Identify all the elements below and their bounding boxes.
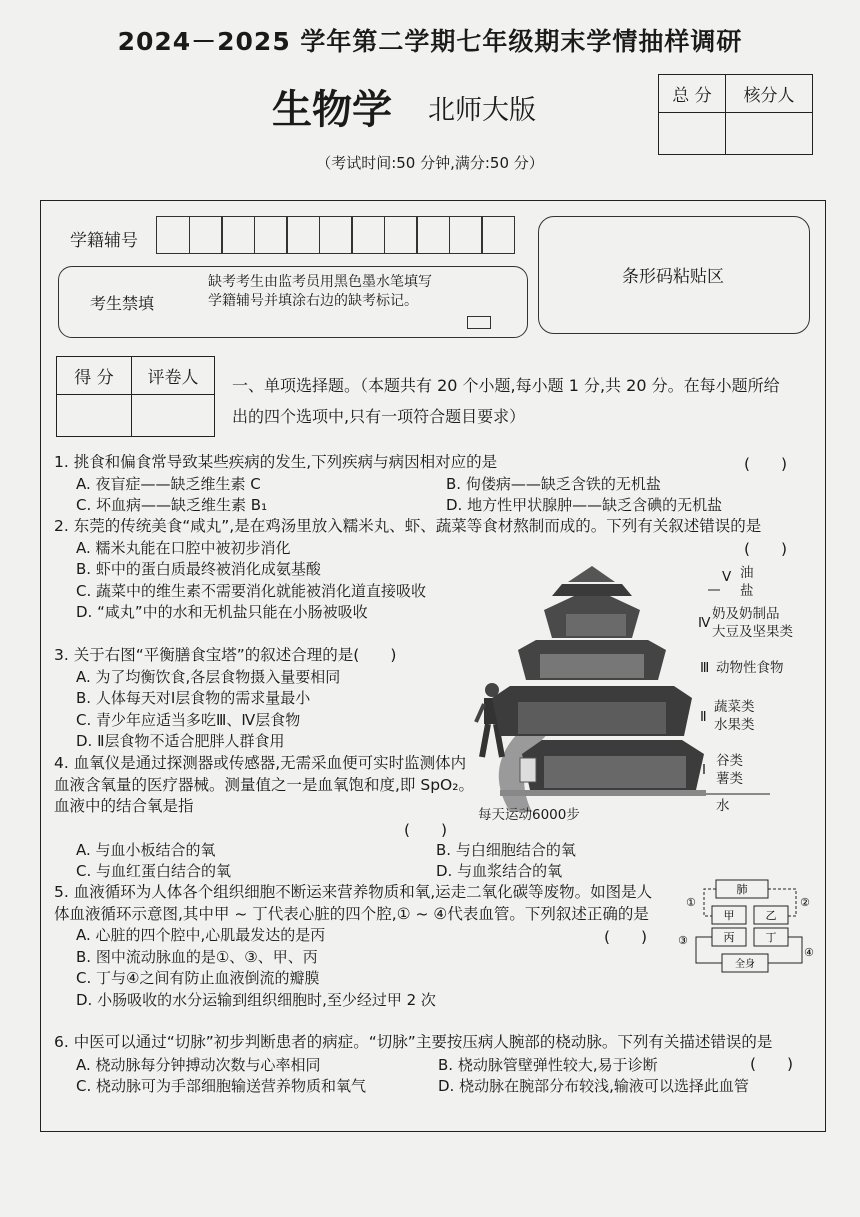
option-c[interactable]: C. 丁与④之间有防止血液倒流的瓣膜 bbox=[76, 969, 320, 988]
circulation-diagram bbox=[676, 876, 816, 976]
pyramid-level-2-label: 蔬菜类 水果类 bbox=[714, 699, 755, 733]
section-grader-cell[interactable] bbox=[132, 395, 215, 437]
absent-instructions: 缺考考生由监考员用黑色墨水笔填写学籍辅号并填涂右边的缺考标记。 bbox=[208, 274, 432, 309]
id-digit-box[interactable] bbox=[319, 216, 353, 254]
option-c[interactable]: C. 青少年应适当多吃Ⅲ、Ⅳ层食物 bbox=[76, 710, 301, 729]
pyramid-level-5-label: 油 盐 bbox=[740, 565, 754, 599]
body-label: 全身 bbox=[735, 959, 755, 970]
barcode-label: 条形码粘贴区 bbox=[622, 267, 724, 287]
section-score-label: 得 分 bbox=[57, 357, 132, 395]
chamber-label: 丙 bbox=[723, 931, 735, 944]
food-pyramid-figure bbox=[470, 562, 820, 832]
section-score-table bbox=[56, 356, 215, 437]
answer-paren[interactable]: ( ) bbox=[750, 1055, 794, 1073]
answer-paren[interactable]: ( ) bbox=[744, 455, 788, 473]
checker-label: 核分人 bbox=[726, 75, 813, 113]
option-a[interactable]: A. 心脏的四个腔中,心肌最发达的是丙 bbox=[76, 926, 326, 945]
student-id-boxes[interactable] bbox=[156, 216, 514, 254]
option-d[interactable]: D. 桡动脉在腕部分布较浅,输液可以选择此血管 bbox=[438, 1077, 749, 1096]
pyramid-level-4-numeral: Ⅳ bbox=[698, 615, 711, 631]
id-digit-box[interactable] bbox=[221, 216, 255, 254]
exercise-caption: 每天运动6000步 bbox=[478, 807, 580, 823]
id-digit-box[interactable] bbox=[189, 216, 223, 254]
option-d[interactable]: D. 与血浆结合的氧 bbox=[436, 862, 563, 880]
option-a[interactable]: A. 糯米丸能在口腔中被初步消化 bbox=[76, 538, 291, 557]
subject-title: 生物学 bbox=[272, 86, 392, 133]
lung-label: 肺 bbox=[736, 883, 748, 896]
option-a[interactable]: A. 桡动脉每分钟搏动次数与心率相同 bbox=[76, 1055, 321, 1074]
option-b[interactable]: B. 桡动脉管壁弹性较大,易于诊断 bbox=[438, 1055, 658, 1074]
question-4 bbox=[54, 753, 474, 818]
vessel-label: ③ bbox=[678, 934, 688, 947]
id-digit-box[interactable] bbox=[156, 216, 190, 254]
water-glass-icon bbox=[520, 758, 536, 782]
answer-paren[interactable]: ( ) bbox=[404, 821, 448, 839]
question-3 bbox=[54, 645, 474, 753]
option-c[interactable]: C. 桡动脉可为手部细胞输送营养物质和氧气 bbox=[76, 1077, 367, 1096]
option-b[interactable]: B. 图中流动脉血的是①、③、甲、丙 bbox=[76, 947, 318, 966]
exam-title: 2024－2025 学年第二学期七年级期末学情抽样调研 bbox=[117, 27, 743, 56]
question-stem: 3. 关于右图“平衡膳食宝塔”的叙述合理的是( ) bbox=[54, 646, 397, 664]
pyramid-water-label: 水 bbox=[716, 798, 730, 814]
question-5 bbox=[54, 882, 666, 1012]
question-6 bbox=[54, 1032, 814, 1098]
answer-paren[interactable]: ( ) bbox=[744, 540, 788, 558]
chamber-label: 甲 bbox=[723, 909, 735, 922]
option-c[interactable]: C. 与血红蛋白结合的氧 bbox=[76, 862, 232, 880]
section-score-cell[interactable] bbox=[57, 395, 132, 437]
pyramid-level-1-numeral: Ⅰ bbox=[702, 762, 706, 778]
option-d[interactable]: D. 地方性甲状腺肿——缺乏含碘的无机盐 bbox=[446, 496, 723, 515]
pyramid-roof bbox=[568, 566, 615, 582]
edition-label: 北师大版 bbox=[428, 95, 536, 126]
vessel-label: ① bbox=[686, 896, 696, 909]
id-digit-box[interactable] bbox=[351, 216, 385, 254]
answer-paren[interactable]: ( ) bbox=[604, 928, 648, 946]
checker-cell[interactable] bbox=[726, 113, 813, 155]
pyramid-level-4-label: 奶及奶制品 大豆及坚果类 bbox=[712, 606, 793, 640]
option-d[interactable]: D. 小肠吸收的水分运输到组织细胞时,至少经过甲 2 次 bbox=[76, 990, 436, 1009]
chamber-label: 丁 bbox=[765, 931, 777, 944]
pyramid-level-5-numeral: Ⅴ bbox=[722, 569, 732, 585]
pyramid-level-1-label: 谷类 薯类 bbox=[716, 753, 743, 787]
id-digit-box[interactable] bbox=[449, 216, 483, 254]
total-score-label: 总 分 bbox=[659, 75, 726, 113]
option-b[interactable]: B. 佝偻病——缺乏含铁的无机盐 bbox=[446, 474, 661, 493]
option-c[interactable]: C. 蔬菜中的维生素不需要消化就能被消化道直接吸收 bbox=[76, 581, 427, 600]
vessel-label: ② bbox=[800, 896, 810, 909]
question-stem: 1. 挑食和偏食常导致某些疾病的发生,下列疾病与病因相对应的是 bbox=[54, 453, 498, 471]
absent-mark-box[interactable] bbox=[467, 316, 491, 329]
option-b[interactable]: B. 虾中的蛋白质最终被消化成氨基酸 bbox=[76, 560, 321, 579]
pyramid-base bbox=[500, 790, 706, 796]
option-d[interactable]: D. Ⅱ层食物不适合肥胖人群食用 bbox=[76, 732, 285, 751]
question-stem: 6. 中医可以通过“切脉”初步判断患者的病症。“切脉”主要按压病人腕部的桡动脉。下列有关描述错误的是 bbox=[54, 1033, 773, 1051]
section-grader-label: 评卷人 bbox=[132, 357, 215, 395]
id-digit-box[interactable] bbox=[481, 216, 515, 254]
option-a[interactable]: A. 为了均衡饮食,各层食物摄入量要相同 bbox=[76, 667, 341, 686]
vessel-label: ④ bbox=[804, 946, 814, 959]
exam-info: （考试时间:50 分钟,满分:50 分） bbox=[316, 154, 544, 172]
question-1 bbox=[54, 452, 814, 517]
option-d[interactable]: D. “咸丸”中的水和无机盐只能在小肠被吸收 bbox=[76, 603, 368, 622]
id-digit-box[interactable] bbox=[384, 216, 418, 254]
section-title: 一、单项选择题。（本题共有 20 个小题,每小题 1 分,共 20 分。在每小题所给出的四个选项中,只有一项符合题目要求） bbox=[232, 376, 780, 426]
question-4-options bbox=[54, 840, 814, 862]
student-id-label: 学籍辅号 bbox=[70, 231, 138, 251]
option-a[interactable]: A. 与血小板结合的氧 bbox=[76, 841, 216, 859]
id-digit-box[interactable] bbox=[416, 216, 450, 254]
question-stem: 2. 东莞的传统美食“咸丸”,是在鸡汤里放入糯米丸、虾、蔬菜等食材熬制而成的。下列有关叙述错误的是 bbox=[54, 517, 762, 535]
option-b[interactable]: B. 与白细胞结合的氧 bbox=[436, 841, 576, 859]
pyramid-level-3-label: 动物性食物 bbox=[716, 660, 784, 676]
chamber-label: 乙 bbox=[765, 909, 777, 922]
total-score-table bbox=[658, 74, 813, 155]
absent-label: 考生禁填 bbox=[90, 294, 155, 313]
pyramid-level-2-numeral: Ⅱ bbox=[700, 709, 707, 725]
total-score-cell[interactable] bbox=[659, 113, 726, 155]
question-stem: 4. 血氧仪是通过探测器或传感器,无需采血便可实时监测体内血液含氧量的医疗器械。测量值之一是血氧饱和度,即 SpO₂。血液中的结合氧是指 bbox=[54, 754, 474, 816]
id-digit-box[interactable] bbox=[254, 216, 288, 254]
pyramid-level-5 bbox=[552, 584, 632, 596]
option-a[interactable]: A. 夜盲症——缺乏维生素 C bbox=[76, 474, 261, 493]
pyramid-level-3-numeral: Ⅲ bbox=[700, 660, 710, 676]
option-b[interactable]: B. 人体每天对Ⅰ层食物的需求量最小 bbox=[76, 689, 311, 708]
option-c[interactable]: C. 坏血病——缺乏维生素 B₁ bbox=[76, 496, 268, 515]
id-digit-box[interactable] bbox=[286, 216, 320, 254]
question-stem: 5. 血液循环为人体各个组织细胞不断运来营养物质和氧,运走二氧化碳等废物。如图是人体血液循环示意图,其中甲 ~ 丁代表心脏的四个腔,① ~ ④代表血管。下列叙述正确的是 bbox=[54, 883, 653, 923]
